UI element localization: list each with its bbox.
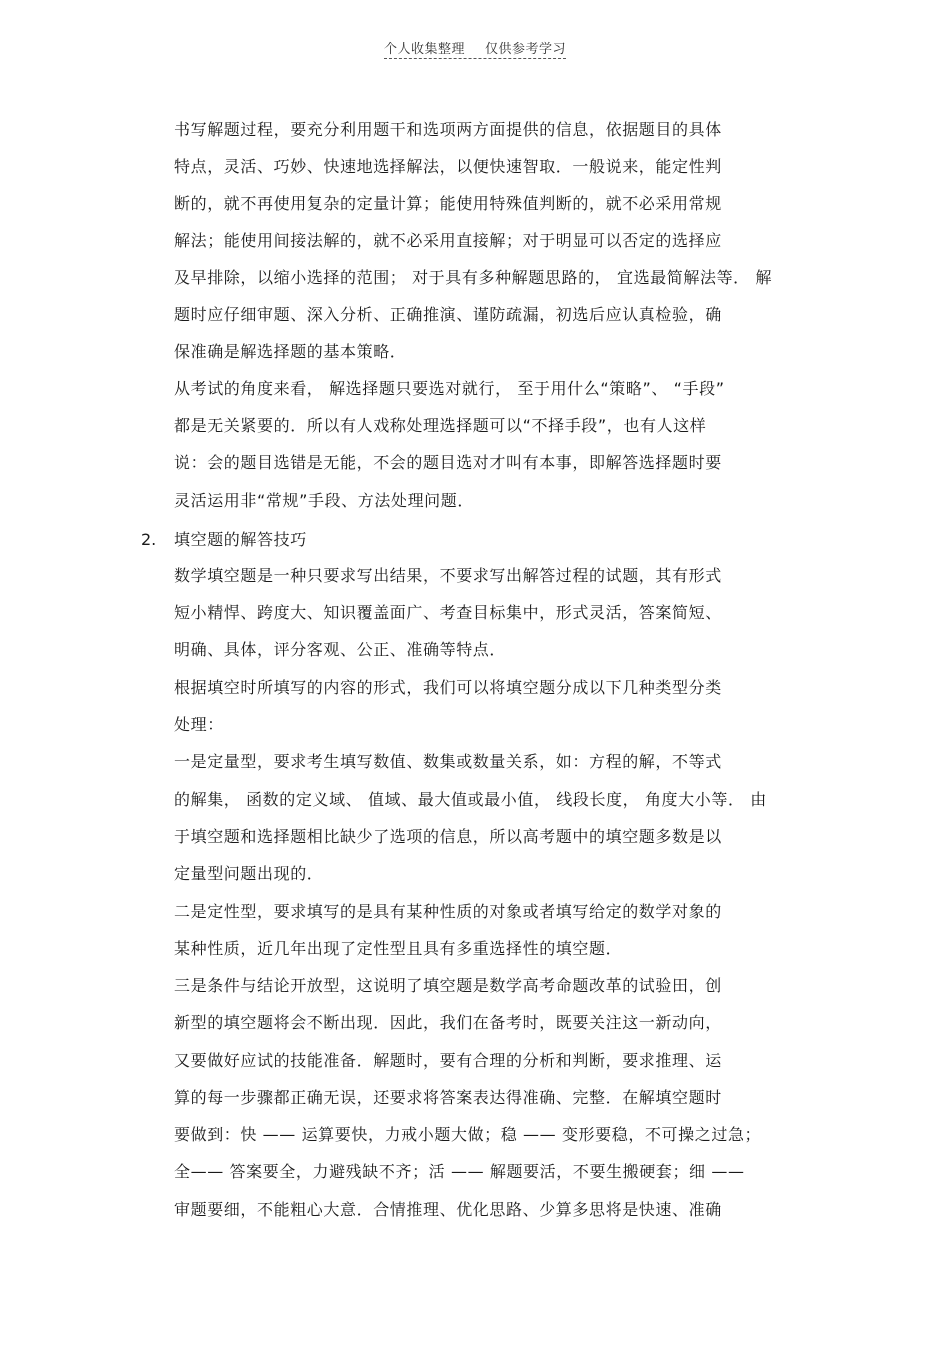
body-line: 特点，灵活、巧妙、快速地选择解法，以便快速智取．一般说来，能定性判 [174,157,722,176]
body-line: 说：会的题目选错是无能，不会的题目选对才叫有本事，即解答选择题时要 [174,453,722,472]
body-line: 明确、具体，评分客观、公正、准确等特点． [174,640,507,659]
body-line: 书写解题过程，要充分利用题干和选项两方面提供的信息，依据题目的具体 [174,120,722,139]
body-line: 及早排除，以缩小选择的范围； 对于具有多种解题思路的， 宜选最简解法等． 解 [174,268,773,287]
body-line: 题时应仔细审题、深入分析、正确推演、谨防疏漏，初选后应认真检验，确 [174,305,722,324]
header-right-text: 仅供参考学习 [484,42,566,57]
section-heading: 填空题的解答技巧 [174,530,307,549]
body-line: 根据填空时所填写的内容的形式，我们可以将填空题分成以下几种类型分类 [174,678,722,697]
body-line: 三是条件与结论开放型，这说明了填空题是数学高考命题改革的试验田，创 [174,976,722,995]
body-line: 定量型问题出现的． [174,864,324,883]
section-number: 2. [141,530,157,549]
body-line: 保准确是解选择题的基本策略． [174,342,407,361]
body-line: 新型的填空题将会不断出现．因此，我们在备考时，既要关注这一新动向， [174,1013,722,1032]
body-line: 一是定量型，要求考生填写数值、数集或数量关系，如：方程的解，不等式 [174,752,722,771]
body-line: 灵活运用非“常规”手段、方法处理问题． [174,491,474,510]
body-line: 断的，就不再使用复杂的定量计算；能使用特殊值判断的，就不必采用常规 [174,194,722,213]
body-line: 某种性质，近几年出现了定性型且具有多重选择性的填空题． [174,939,623,958]
body-line: 的解集， 函数的定义域、 值域、最大值或最小值， 线段长度， 角度大小等． 由 [174,790,767,809]
header-left-text: 个人收集整理 [384,42,466,57]
body-line: 处理： [174,715,224,734]
body-line: 二是定性型，要求填写的是具有某种性质的对象或者填写给定的数学对象的 [174,902,722,921]
body-line: 解法；能使用间接法解的，就不必采用直接解；对于明显可以否定的选择应 [174,231,722,250]
body-line: 数学填空题是一种只要求写出结果，不要求写出解答过程的试题，其有形式 [174,566,722,585]
body-line: 审题要细，不能粗心大意．合情推理、优化思路、少算多思将是快速、准确 [174,1200,722,1219]
body-line: 算的每一步骤都正确无误，还要求将答案表达得准确、完整．在解填空题时 [174,1088,722,1107]
body-line: 又要做好应试的技能准备．解题时，要有合理的分析和判断，要求推理、运 [174,1051,722,1070]
body-line: 于填空题和选择题相比缺少了选项的信息，所以高考题中的填空题多数是以 [174,827,722,846]
body-line: 全—— 答案要全，力避残缺不齐；活 —— 解题要活，不要生搬硬套；细 —— [174,1162,745,1181]
page-header [384,38,566,59]
body-line: 从考试的角度来看， 解选择题只要选对就行， 至于用什么“策略”、 “手段” [174,379,725,398]
body-line: 短小精悍、跨度大、知识覆盖面广、考查目标集中，形式灵活，答案简短、 [174,603,722,622]
body-line: 要做到：快 —— 运算要快，力戒小题大做；稳 —— 变形要稳，不可操之过急； [174,1125,762,1144]
body-line: 都是无关紧要的．所以有人戏称处理选择题可以“不择手段”，也有人这样 [174,416,707,435]
